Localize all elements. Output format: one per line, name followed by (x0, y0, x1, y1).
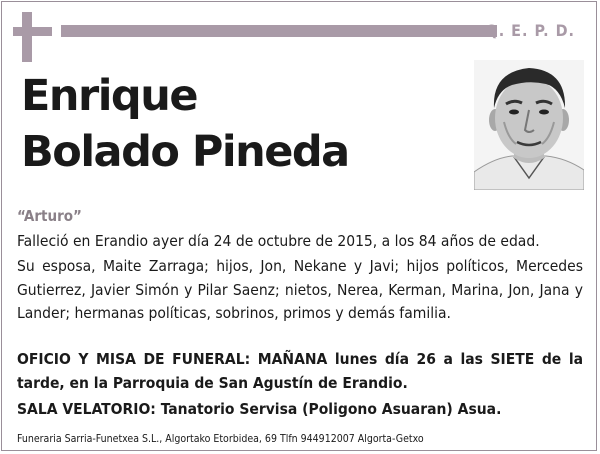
qepd-tag: Q. E. P. D. (485, 21, 575, 40)
death-notice: Falleció en Erandio ayer día 24 de octubre de 2015, a los 84 años de edad. (17, 232, 540, 250)
deceased-name (21, 68, 349, 180)
portrait-image (474, 60, 584, 190)
obituary-frame (1, 1, 597, 451)
wake-info: SALA VELATORIO: Tanatorio Servisa (Poligono Asuaran) Asua. (17, 400, 502, 418)
cross-icon-bar (13, 27, 52, 36)
name-line-2: Bolado Pineda (21, 127, 349, 177)
header-band (61, 25, 497, 37)
funeral-home-footer: Funeraria Sarria-Funetxea S.L., Algortako Etorbidea, 69 Tlfn 944912007 Algorta-Getxo (17, 433, 424, 445)
name-line-1: Enrique (21, 71, 197, 121)
family-list: Su esposa, Maite Zarraga; hijos, Jon, Nekane y Javi; hijos políticos, Mercedes Gutierrez, Javier Simón y Pilar Saenz; nietos, Nerea, Kerman, Marina, Jon, Jana y Lander; hermanas políticas, sobrinos, primos y demás familia. (17, 257, 583, 322)
portrait-photo (474, 60, 584, 190)
nickname: “Arturo” (17, 207, 82, 225)
funeral-info: OFICIO Y MISA DE FUNERAL: MAÑANA lunes día 26 a las SIETE de la tarde, en la Parroquia de San Agustín de Erandio. (17, 350, 583, 392)
cross-icon (22, 12, 32, 62)
